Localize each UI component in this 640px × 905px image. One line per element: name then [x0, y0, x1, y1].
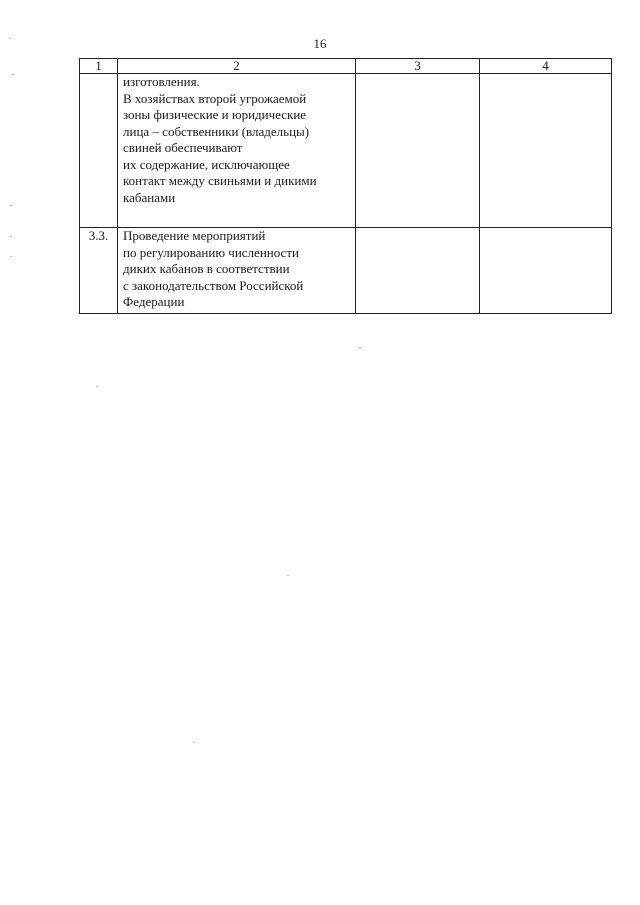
- scan-speck: [96, 386, 98, 387]
- column-3-cell: [356, 228, 480, 314]
- text-line: кабанами: [123, 189, 176, 205]
- text-line: изготовления.: [123, 74, 200, 89]
- text-line: Федерации: [123, 294, 185, 309]
- measures-table: [79, 58, 612, 314]
- scan-speck: [9, 38, 11, 39]
- row-number: [80, 74, 118, 228]
- table-row: [80, 74, 612, 228]
- scan-speck: [10, 205, 12, 206]
- row-number: 3.3.: [80, 228, 118, 314]
- text-line: зоны физические и юридические: [123, 107, 307, 122]
- text-line: В хозяйствах второй угрожаемой: [123, 90, 307, 106]
- measure-description: [118, 228, 356, 314]
- text-line: с законодательством Российской: [123, 277, 304, 293]
- table-header-row: [80, 59, 612, 74]
- column-header-4: 4: [480, 59, 612, 74]
- text-line: лица – собственники (владельцы): [123, 123, 310, 139]
- scan-speck: [359, 347, 361, 348]
- scan-speck: [10, 256, 12, 257]
- column-4-cell: [480, 74, 612, 228]
- text-line: свиней обеспечивают: [123, 140, 243, 155]
- scan-speck: [12, 74, 14, 75]
- text-line: Проведение мероприятий: [123, 228, 266, 243]
- column-header-2: 2: [118, 59, 356, 74]
- text-line: диких кабанов в соответствии: [123, 261, 290, 276]
- column-3-cell: [356, 74, 480, 228]
- text-line: контакт между свиньями и дикими: [123, 173, 317, 188]
- text-line: их содержание, исключающее: [123, 156, 290, 172]
- measure-description: [118, 74, 356, 228]
- scan-speck: [193, 742, 195, 743]
- column-4-cell: [480, 228, 612, 314]
- scan-speck: [287, 575, 289, 576]
- column-header-3: 3: [356, 59, 480, 74]
- page-number: 16: [313, 36, 327, 51]
- scan-speck: [10, 236, 12, 237]
- table-row: [80, 228, 612, 314]
- column-header-1: 1: [80, 59, 118, 74]
- text-line: по регулированию численности: [123, 244, 299, 260]
